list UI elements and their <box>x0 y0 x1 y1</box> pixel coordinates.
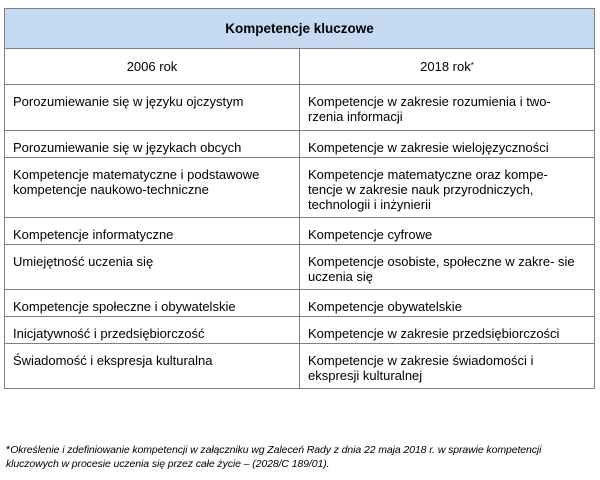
cell-2006: Umiejętność uczenia się <box>5 245 300 290</box>
cell-2018: Kompetencje cyfrowe <box>300 218 595 245</box>
table-row <box>5 317 595 344</box>
cell-2006: Świadomość i ekspresja kulturalna <box>5 344 300 389</box>
cell-2018: Kompetencje osobiste, społeczne w zakre- sie uczenia się <box>300 245 595 290</box>
table-row <box>5 344 595 389</box>
cell-2006: Porozumiewanie się w języku ojczystym <box>5 85 300 131</box>
header-2018 <box>300 49 595 85</box>
footnote-text: Określenie i zdefiniowanie kompetencji w załączniku wg Zaleceń Rady z dnia 22 maja 2018 r. w sprawie kompetencji kluczowych w procesie uczenia się przez całe życie – (2028/C 189/01). <box>6 444 542 470</box>
cell-2018: Kompetencje w zakresie przedsiębiorczości <box>300 317 595 344</box>
table-title: Kompetencje kluczowe <box>5 9 595 49</box>
footnote-marker: * <box>6 444 11 456</box>
table-row <box>5 158 595 218</box>
table-row <box>5 85 595 131</box>
cell-2006: Kompetencje społeczne i obywatelskie <box>5 290 300 317</box>
header-2018-label: 2018 rok <box>420 59 471 74</box>
key-competences-table <box>4 8 595 389</box>
table-row <box>5 290 595 317</box>
header-2018-marker: * <box>470 61 474 70</box>
cell-2006: Kompetencje informatyczne <box>5 218 300 245</box>
table-row <box>5 245 595 290</box>
header-2006: 2006 rok <box>5 49 300 85</box>
cell-2006: Porozumiewanie się w językach obcych <box>5 131 300 158</box>
table-row <box>5 218 595 245</box>
cell-2018: Kompetencje matematyczne oraz kompe- tencje w zakresie nauk przyrodniczych, technologii i inżynierii <box>300 158 595 218</box>
cell-2018: Kompetencje obywatelskie <box>300 290 595 317</box>
cell-2006: Kompetencje matematyczne i podstawowe kompetencje naukowo-techniczne <box>5 158 300 218</box>
table-row <box>5 131 595 158</box>
cell-2018: Kompetencje w zakresie świadomości i ekspresji kulturalnej <box>300 344 595 389</box>
footnote <box>6 443 594 471</box>
cell-2018: Kompetencje w zakresie rozumienia i two- rzenia informacji <box>300 85 595 131</box>
cell-2018: Kompetencje w zakresie wielojęzyczności <box>300 131 595 158</box>
cell-2006: Inicjatywność i przedsiębiorczość <box>5 317 300 344</box>
